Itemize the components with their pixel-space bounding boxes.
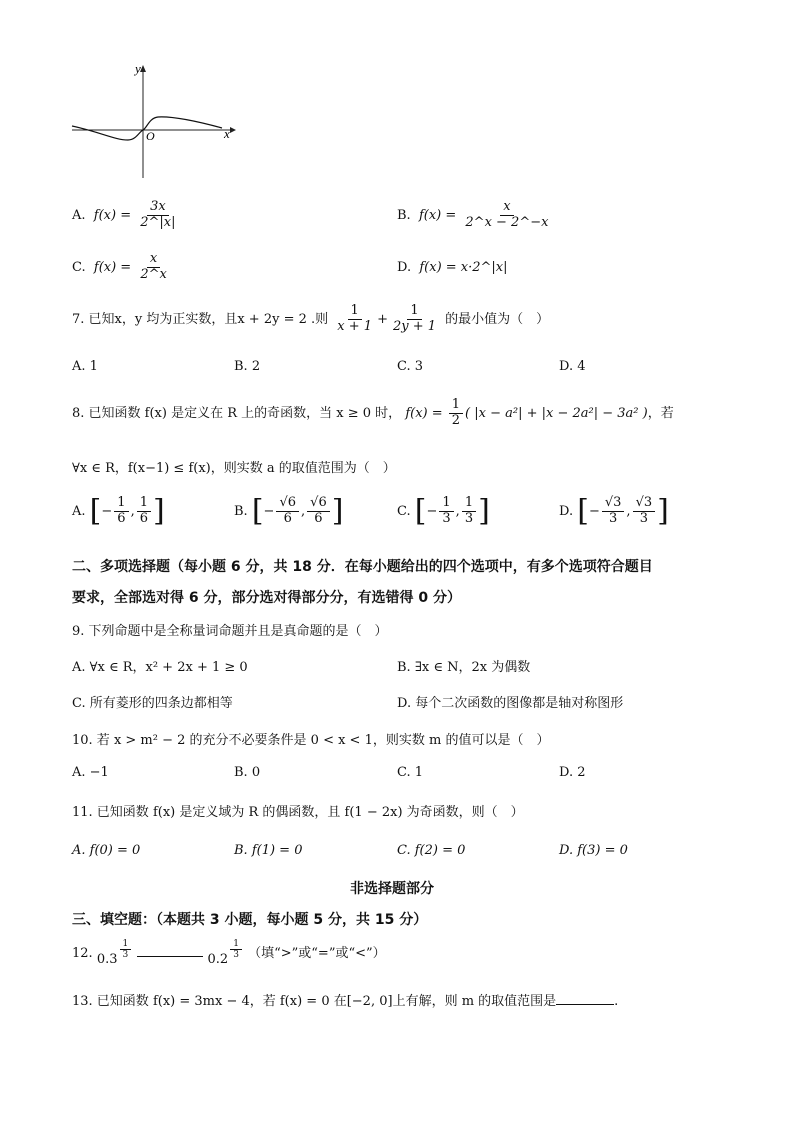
q13-stem: 13. 已知函数 f(x) = 3mx − 4，若 f(x) = 0 在[−2, 0]上有解，则 m 的取值范围是	[72, 994, 557, 1009]
q12-left-term	[96, 938, 138, 967]
q7-option-d[interactable]: D. 4	[559, 359, 586, 374]
q6-option-c[interactable]	[72, 252, 172, 283]
q11-option-a[interactable]: A. f(0) = 0	[72, 843, 141, 858]
fraction	[137, 252, 170, 283]
denominator: 3	[122, 950, 129, 960]
left-bracket: [	[89, 493, 102, 529]
q8-stem-part-a: 8. 已知函数 f(x) 是定义在 R 上的奇函数，当 x ≥ 0 时，	[72, 405, 402, 421]
base-1: 0.3	[96, 952, 118, 967]
upper-bound	[137, 496, 151, 527]
option-letter: B.	[234, 503, 248, 519]
denominator: 2^x	[140, 266, 167, 282]
q10-option-c[interactable]: C. 1	[397, 765, 424, 780]
q7-option-c[interactable]: C. 3	[397, 359, 424, 374]
lower-bound	[439, 496, 453, 527]
left-bracket: [	[577, 493, 589, 529]
left-bracket: [	[251, 493, 264, 529]
q7-stem-part-b: 的最小值为（ ）	[445, 311, 550, 327]
q12-right-term	[207, 938, 249, 967]
lower-bound	[276, 496, 299, 527]
denominator: 6	[139, 510, 148, 526]
right-bracket: ]	[153, 493, 165, 529]
y-axis-label: y	[135, 61, 141, 76]
q9-option-d[interactable]: D. 每个二次函数的图像都是轴对称图形	[397, 696, 624, 711]
option-letter: D.	[559, 503, 574, 519]
q11-option-d[interactable]: D. f(3) = 0	[559, 843, 628, 858]
option-letter: C.	[397, 503, 411, 519]
half-fraction	[449, 398, 463, 429]
numerator: 1	[439, 496, 453, 512]
option-letter: D.	[397, 260, 412, 275]
q8-stem	[72, 398, 674, 429]
function-graph	[60, 60, 240, 185]
q8-stem-part-b: ，若	[647, 405, 674, 421]
q10-option-a[interactable]: A. −1	[72, 765, 109, 780]
q9-stem: 9. 下列命题中是全称量词命题并且是真命题的是（ ）	[72, 624, 388, 639]
function-lhs: f(x) =	[418, 207, 457, 223]
q11-option-b[interactable]: B. f(1) = 0	[234, 843, 303, 858]
q7-option-a[interactable]: A. 1	[72, 359, 98, 374]
fraction	[462, 200, 551, 231]
right-bracket: ]	[331, 493, 344, 529]
q10-option-b[interactable]: B. 0	[234, 765, 261, 780]
option-letter: C.	[72, 259, 86, 275]
numerator: 1	[230, 939, 242, 950]
lower-bound	[114, 496, 128, 527]
q10-stem: 10. 若 x > m² − 2 的充分不必要条件是 0 < x < 1，则实数 m 的值可以是（ ）	[72, 733, 550, 748]
minus-sign: −	[263, 503, 275, 519]
q8-option-c[interactable]: C. [− $\frac{1}{3}$ , $\frac{1}{3}$ ]	[397, 493, 490, 529]
q7-stem-part-a: 7. 已知x，y 均为正实数，且x + 2y = 2 .则	[72, 311, 329, 327]
minus-sign: −	[101, 503, 113, 519]
numerator: 1	[114, 496, 128, 512]
numerator: 1	[120, 939, 132, 950]
upper-bound	[462, 496, 476, 527]
denominator: 3	[464, 510, 474, 526]
denominator: 6	[314, 510, 323, 526]
q11-option-c[interactable]: C. f(2) = 0	[397, 843, 466, 858]
q8-option-a[interactable]: A. [− $\frac{1}{6}$ , $\frac{1}{6}$ ]	[72, 493, 165, 529]
q12-note: （填“>”或“=”或“<”）	[248, 946, 386, 961]
numerator: 1	[407, 304, 421, 320]
numerator: √6	[276, 496, 299, 512]
q6-option-a[interactable]	[72, 200, 181, 231]
q9-option-a[interactable]: A. ∀x ∈ R，x² + 2x + 1 ≥ 0	[72, 660, 248, 675]
q13-period: .	[614, 994, 619, 1009]
q6-option-b[interactable]	[397, 200, 553, 231]
q11-stem: 11. 已知函数 f(x) 是定义域为 R 的偶函数，且 f(1 − 2x) 为奇函数，则（ ）	[72, 805, 524, 820]
left-bracket: [	[414, 493, 427, 529]
exponent-1	[120, 939, 132, 961]
answer-blank[interactable]	[137, 956, 203, 957]
denominator: x + 1	[337, 318, 373, 334]
minus-sign: −	[588, 503, 600, 519]
function-lhs: f(x) =	[93, 207, 132, 223]
answer-blank[interactable]	[556, 1004, 614, 1005]
q12	[72, 938, 386, 967]
numerator: √3	[633, 496, 656, 512]
denominator: 2^|x|	[140, 214, 176, 230]
function-lhs: f(x) =	[93, 259, 132, 275]
origin-label: O	[146, 129, 155, 143]
denominator: 2y + 1	[392, 318, 437, 334]
numerator: 1	[137, 496, 151, 512]
exponent-2	[230, 939, 242, 961]
lower-bound	[602, 496, 625, 527]
q8-option-d[interactable]: D. [− $\frac{√3}{3}$ , $\frac{√3}{3}$ ]	[559, 493, 669, 529]
numerator: √3	[602, 496, 625, 512]
numerator: 3x	[147, 200, 169, 216]
q7-stem	[72, 304, 549, 335]
x-axis-arrow	[230, 127, 236, 133]
option-letter: B.	[397, 207, 411, 223]
numerator: x	[500, 200, 513, 216]
function-lhs: f(x) =	[405, 405, 443, 421]
upper-bound	[307, 496, 330, 527]
denominator: 3	[609, 510, 618, 526]
section2-heading-line1: 二、多项选择题（每小题 6 分，共 18 分．在每小题给出的四个选项中，有多个选项符合题目	[72, 559, 653, 575]
q8-option-b[interactable]: B. [− $\frac{√6}{6}$ , $\frac{√6}{6}$ ]	[234, 493, 344, 529]
function-rhs: ( |x − a²| + |x − 2a²| − 3a² )	[465, 405, 648, 421]
q10-option-d[interactable]: D. 2	[559, 765, 586, 780]
upper-bound	[633, 496, 656, 527]
q9-option-c[interactable]: C. 所有菱形的四条边都相等	[72, 696, 233, 711]
option-letter: A.	[72, 503, 86, 519]
denominator: 2^x − 2^−x	[465, 214, 549, 230]
fraction-2	[390, 304, 439, 335]
right-bracket: ]	[657, 493, 669, 529]
nonchoice-heading: 非选择题部分	[350, 881, 434, 897]
q13	[72, 990, 618, 1009]
denominator: 3	[442, 510, 451, 526]
section2-heading-line2: 要求，全部选对得 6 分，部分选对得部分分，有选错得 0 分）	[72, 590, 461, 606]
y-axis-arrow	[140, 65, 146, 72]
right-bracket: ]	[478, 493, 490, 529]
q6-option-d[interactable]	[397, 260, 508, 275]
denominator: 3	[639, 510, 648, 526]
q12-number: 12.	[72, 946, 93, 961]
plus-sign: +	[377, 311, 388, 327]
numerator: 1	[462, 496, 476, 512]
q8-stem-line2: ∀x ∈ R，f(x−1) ≤ f(x)，则实数 a 的取值范围为（ ）	[72, 461, 396, 476]
numerator: 1	[449, 398, 463, 414]
fraction-1	[334, 304, 375, 335]
fraction	[137, 200, 178, 231]
denominator: 6	[283, 510, 292, 526]
section3-heading: 三、填空题：（本题共 3 小题，每小题 5 分，共 15 分）	[72, 912, 428, 928]
numerator: 1	[348, 304, 362, 320]
option-letter: A.	[72, 207, 86, 223]
denominator: 6	[117, 510, 126, 526]
denominator: 3	[233, 950, 239, 960]
minus-sign: −	[426, 503, 438, 519]
q9-option-b[interactable]: B. ∃x ∈ N，2x 为偶数	[397, 660, 531, 675]
numerator: √6	[307, 496, 330, 512]
denominator: 2	[451, 412, 461, 428]
x-axis-label: x	[224, 126, 230, 141]
numerator: x	[147, 252, 160, 268]
function-expression: f(x) = x·2^|x|	[419, 260, 508, 275]
q7-option-b[interactable]: B. 2	[234, 359, 261, 374]
base-2: 0.2	[207, 952, 229, 967]
